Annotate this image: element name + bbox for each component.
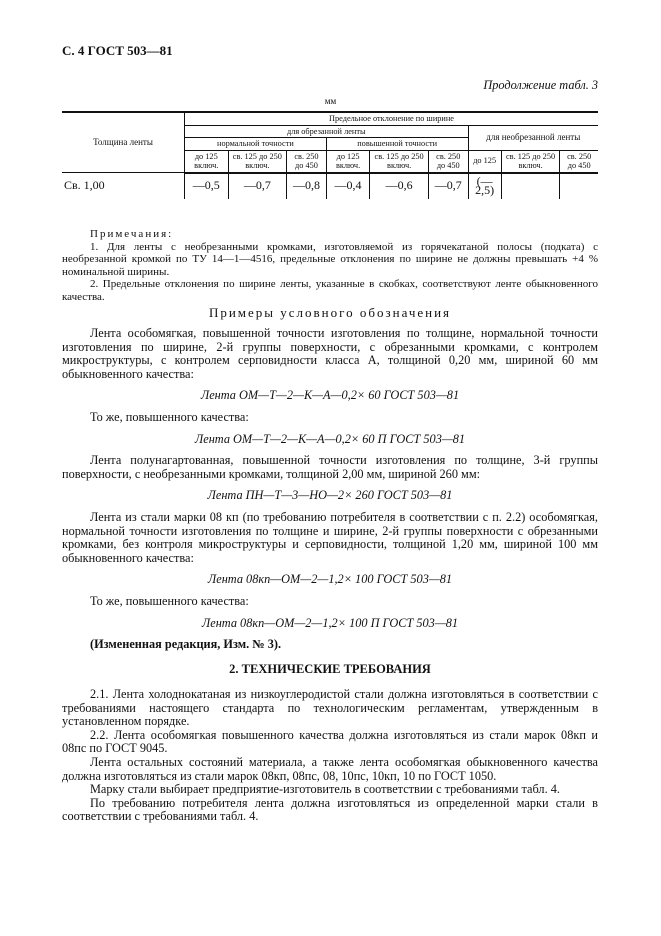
sub-header: св. 250 до 450 — [287, 150, 327, 173]
sub-header: до 125 — [468, 150, 501, 173]
note-1: 1. Для ленты с необрезанными кромками, изготовляемой из горячекатаной полосы (подката) с необрезанной кромкой по ТУ 14—1—4516, предельные отклонения по ширине не должны превышать +4 % номинальной ширины. — [62, 240, 598, 278]
cell: —0,7 — [228, 173, 287, 199]
example-1: Лента особомягкая, повышенной точности изготовления по толщине, нормальной точности изготовления по ширине, 2-й группы поверхности, с обрезанными кромками, с контролем микроструктуры, с контролем серповидности класса А, толщиной 0,20 мм, шириной 60 мм обыкновенного качества: — [62, 326, 598, 381]
designation-3: Лента ПН—Т—3—НО—2× 260 ГОСТ 503—81 — [207, 488, 453, 503]
cell: (—2,5) — [468, 173, 501, 199]
designation-2: Лента ОМ—Т—2—К—А—0,2× 60 П ГОСТ 503—81 — [194, 431, 466, 446]
group-header: Предельное отклонение по ширине — [185, 112, 599, 125]
sub-header: до 125 включ. — [185, 150, 229, 173]
example-2: То же, повышенного качества: — [90, 409, 249, 424]
width-deviation-table — [62, 111, 598, 199]
untrimmed-header: для необрезанной ленты — [468, 125, 598, 150]
example-5: То же, повышенного качества: — [90, 593, 249, 608]
clause-2-2: 2.2. Лента особомягкая повышенного качества должна изготовляться из стали марок 08кп и 08пс по ГОСТ 9045. — [62, 727, 598, 756]
page-header: С. 4 ГОСТ 503—81 — [62, 43, 173, 58]
cell: —0,6 — [370, 173, 429, 199]
high-header: повышенной точности — [326, 138, 468, 151]
normal-header: нормальной точности — [185, 138, 327, 151]
change-note: (Измененная редакция, Изм. № 3). — [90, 637, 282, 652]
section-2 — [62, 688, 598, 824]
col-thickness: Толщина ленты — [62, 112, 185, 173]
designation-5: Лента 08кп—ОМ—2—1,2× 100 П ГОСТ 503—81 — [201, 615, 459, 630]
clause-2-2-d: По требованию потребителя лента должна изготовляться из определенной марки стали в соответствии с требованиями табл. 4. — [62, 795, 598, 824]
trimmed-header: для обрезанной ленты — [185, 125, 469, 138]
clause-2-2-c: Марку стали выбирает предприятие-изготовитель в соответствии с требованиями табл. 4. — [90, 782, 560, 797]
sub-header: св. 250 до 450 — [428, 150, 468, 173]
table-continuation: Продолжение табл. 3 — [483, 78, 598, 92]
cell — [560, 173, 598, 199]
note-2: 2. Предельные отклонения по ширине ленты, указанные в скобках, соответствуют ленте обыкновенного качества. — [62, 278, 598, 303]
sub-header: св. 125 до 250 включ. — [228, 150, 287, 173]
notes-title: Примечания: — [90, 228, 174, 240]
examples-title: Примеры условного обозначения — [208, 305, 452, 320]
examples — [62, 327, 598, 652]
sub-header: св. 250 до 450 — [560, 150, 598, 173]
cell: —0,4 — [326, 173, 370, 199]
designation-1: Лента ОМ—Т—2—К—А—0,2× 60 ГОСТ 503—81 — [200, 388, 460, 403]
cell: —0,8 — [287, 173, 327, 199]
clause-2-2-b: Лента остальных состояний материала, а также лента особомягкая обыкновенного качества должна изготовляться из стали марок 08кп, 08пс, 08, 10пс, 10кп, 10 по ГОСТ 1050. — [62, 754, 598, 783]
example-3: Лента полунагартованная, повышенной точности изготовления по толщине, 3-й группы поверхности, с необрезанными кромками, толщиной 2,00 мм, шириной 260 мм: — [62, 453, 598, 481]
cell: —0,5 — [185, 173, 229, 199]
designation-4: Лента 08кп—ОМ—2—1,2× 100 ГОСТ 503—81 — [207, 572, 453, 587]
cell — [501, 173, 560, 199]
clause-2-1: 2.1. Лента холоднокатаная из низкоуглеродистой стали должна изготовляться в соответствии с требованиями настоящего стандарта по технологическим регламентам, утвержденным в установленном порядке. — [62, 687, 598, 729]
example-4: Лента из стали марки 08 кп (по требованию потребителя в соответствии с п. 2.2) особомягкая, нормальной точности изготовления по толщине и ширине, 2-й группы поверхности с обрезанными кромками, без контроля микроструктуры и серповидности, толщиной 1,20 мм, шириной 100 мм обыкновенного качества: — [62, 509, 598, 565]
unit-label: мм — [324, 96, 337, 106]
section-2-title: 2. ТЕХНИЧЕСКИЕ ТРЕБОВАНИЯ — [229, 662, 431, 676]
sub-header: св. 125 до 250 включ. — [501, 150, 560, 173]
cell: —0,7 — [428, 173, 468, 199]
row-label: Св. 1,00 — [62, 173, 185, 199]
sub-header: до 125 включ. — [326, 150, 370, 173]
sub-header: св. 125 до 250 включ. — [370, 150, 429, 173]
notes — [62, 228, 598, 304]
table-row — [62, 173, 598, 199]
